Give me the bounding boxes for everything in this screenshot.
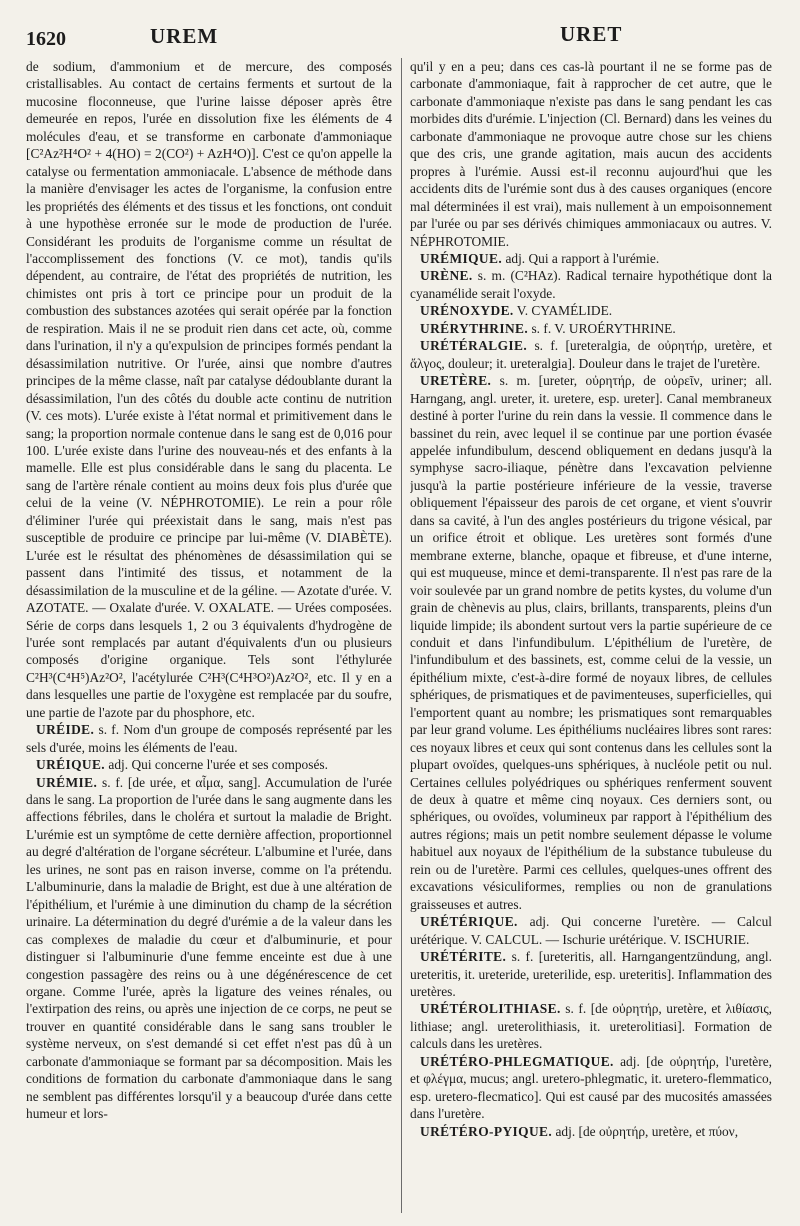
entry-text: s. f. [de οὐρητήρ, uretère, et λιθίασις, lithiase; angl. ureterolithiasis, it. ureterolitiasi]. Formation de calculs dans les uretères. <box>410 1001 772 1052</box>
dictionary-entry <box>410 337 772 372</box>
dictionary-entry <box>410 267 772 302</box>
entry-headword: URÉTÉRITE. <box>420 949 507 965</box>
dictionary-entry <box>410 320 772 337</box>
page-header <box>0 22 800 54</box>
dictionary-entry <box>26 756 392 773</box>
entry-headword: URÉIQUE. <box>36 757 106 773</box>
entry-text: V. CYAMÉLIDE. <box>513 303 613 319</box>
dictionary-entry <box>410 1053 772 1123</box>
running-head-left: UREM <box>150 24 219 48</box>
entry-headword: URÉRYTHRINE. <box>420 320 529 336</box>
entry-text: adj. Qui a rapport à l'urémie. <box>502 250 660 266</box>
entry-text: adj. [de οὐρητήρ, uretère, et πύον, <box>552 1123 739 1139</box>
column-divider <box>401 58 402 1213</box>
entry-headword: URÉTÉRO-PYIQUE. <box>420 1123 553 1139</box>
dictionary-entry <box>26 721 392 756</box>
dictionary-entry <box>410 58 772 250</box>
right-column <box>410 58 772 1218</box>
dictionary-entry <box>410 1000 772 1052</box>
entry-text: s. f. [de urée, et αἷμα, sang]. Accumulation de l'urée dans le sang. La proportion de l'urée dans le sang augmente dans les affections fébriles, dans le choléra et surtout la maladie de Bright. L'urémie est un symptôme de cette dernière affection, proportionnel au degré d'altération de l'organe sécréteur. L'albumine et l'urée, dans les urines, ne sont pas en raison inverse, comme on l'a prétendu. L'albuminurie, dans la maladie de Bright, est due à une altération de l'épithélium, et l'urémie à une diminution du champ de la sécrétion urinaire. La détermination du degré d'urémie a de la valeur dans les cas complexes de maladie du cœur et d'albuminurie, et pour distinguer si l'albuminurie d'une femme enceinte est due à une congestion passagère des reins ou à une dégénérescence de cet organe. Comme l'urée, après la ligature des veines rénales, ou l'extirpation des reins, ou après une injection de ce corps, ne peut se trouver en quantité considérable dans le sang sans troubler le système nerveux, on s'est demandé si cet effet n'est pas dû à un carbonate d'ammoniaque se formant par sa décomposition. Mais les conditions de formation du carbonate d'ammoniaque dans le sang ne semblent pas différentes lorsqu'il y a beaucoup d'urée dans cette humeur et lors- <box>26 774 392 1122</box>
entry-text: adj. [de οὐρητήρ, l'uretère, et φλέγμα, mucus; angl. uretero-phlegmatic, it. uretero-flemmatico, esp. uretero-flecmatico]. Qui est causé par des mucosités amassées dans l'uretère. <box>410 1053 772 1122</box>
entry-text: s. f. [ureteralgia, de οὐρητήρ, uretère, et ἄλγος, douleur; it. ureteralgia]. Douleur dans le trajet de l'uretère. <box>410 338 772 371</box>
entry-text: s. m. (C²HAz). Radical ternaire hypothétique dont la cyanamélide serait l'oxyde. <box>410 268 772 301</box>
dictionary-entry <box>26 774 392 1123</box>
entry-headword: URÉIDE. <box>36 722 95 738</box>
entry-text: s. m. [ureter, οὐρητήρ, de οὐρεῖν, uriner; all. Harngang, angl. ureter, it. uretere, esp. ureter]. Canal membraneux destiné à porter l'urine du rein dans la vessie. Il commence dans le bassinet du rein, avec lequel il se continue par une portion évasée appelée infundibulum, descend obliquement en dedans jusqu'à la symphyse sacro-iliaque, pénètre dans l'excavation pelvienne jusqu'à la partie postérieure inférieure de la vessie, traverse obliquement l'épaisseur des parois de cet organe, et vient s'ouvrir dans sa cavité, à l'un des angles postérieurs du trigone vésical, par un orifice étroit et oblique. Les uretères sont formés d'une membrane externe, blanche, opaque et fibreuse, et d'une interne, qui est muqueuse, mince et demi-transparente. Il n'est pas rare de la voir soulevée par un grand nombre de petits kystes, du volume d'un grain de chènevis au plus, clairs, brillants, transparents, pleins d'un liquide limpide; ils abondent surtout vers la partie supérieure de ce conduit et dans l'infundibulum. L'épithélium de l'uretère, de l'infundibulum et des bassinets, est, comme celui de la vessie, un épithélium mixte, c'est-à-dire formé de noyaux libres, de cellules sphériques, de prismatiques et de pavimenteuses, superficielles, qui l'emportent quant au nombre; les prismatiques sont remarquables par leur grand volume. Les épithéliums nucléaires libres sont rares: ces noyaux libres et ceux qui sont contenus dans les cellules sont la plupart ovoïdes, quelques-uns sphériques, à nucléole petit ou nul. Certaines cellules polyédriques ou sphériques renferment souvent de deux à quatre et même cinq noyaux. Ces derniers sont, ou sphériques, ou ovoïdes, volumineux par rapport à l'épithélium des autres régions; mais un petit nombre seulement dépasse le volume habituel aux noyaux de l'épithélium de la substance tubuleuse du rein ou de l'uretère. Parmi ces cellules, quelques-unes offrent des excavations vésiculiformes, remplies ou non de granulations graisseuses et autres. <box>410 373 772 912</box>
entry-text: adj. Qui concerne l'urée et ses composés. <box>105 757 328 773</box>
dictionary-entry <box>410 250 772 267</box>
entry-headword: URÈNE. <box>420 268 473 284</box>
entry-text: s. f. V. UROÉRYTHRINE. <box>528 320 676 336</box>
dictionary-entry <box>26 58 392 721</box>
dictionary-entry <box>410 302 772 319</box>
entry-headword: URÉTÉRO-PHLEGMATIQUE. <box>420 1053 614 1069</box>
entry-headword: URETÈRE. <box>420 373 492 389</box>
entry-headword: URÉTÉRIQUE. <box>420 914 518 930</box>
entry-text: s. f. Nom d'un groupe de composés représenté par les sels d'urée, moins les éléments de l'eau. <box>26 722 392 755</box>
entry-text: qu'il y en a peu; dans ces cas-là pourtant il ne se forme pas de carbonate d'ammoniaque, fait à rapprocher de cet autre, que le carbonate d'ammoniaque n'existe pas dans le sang pendant les cas morbides dits d'urémie. L'injection (Cl. Bernard) dans les veines du carbonate d'ammoniaque ne provoque autre chose sur les chiens que des cris, une grande agitation, mais aucun des accidents propres à l'urémie. Aussi est-il reconnu aujourd'hui que les accidents dits de l'urémie sont dus à des causes organiques (encore mal déterminées il est vrai), mais nullement à un empoisonnement par l'urée ou par ses dérivés chimiques ammoniacaux ou autres. V. NÉPHROTOMIE. <box>410 59 772 249</box>
entry-headword: URÉNOXYDE. <box>420 303 514 319</box>
entry-headword: URÉTÉROLITHIASE. <box>420 1001 561 1017</box>
dictionary-entry <box>410 913 772 948</box>
entry-text: de sodium, d'ammonium et de mercure, des composés cristallisables. Au contact de certains ferments et surtout de la mucosine floconneuse, que l'urine laisse déposer après être demeurée en repos, l'urée en dissolution fixe les éléments de 4 molécules d'eau, et se transforme en carbonate d'ammoniaque [C²Az²H⁴O² + 4(HO) = 2(CO²) + AzH⁴O)]. C'est ce qu'on appelle la catalyse ou fermentation ammoniacale. L'absence de méthode dans la manière d'envisager les actes de l'organisme, la confusion entre les propriétés des éléments et des tissus et les fonctions, ont conduit à une hypothèse erronée sur le mode de production de l'urée. Considérant les produits de l'organisme comme un résultat de l'accomplissement des fonctions (V. ce mot), tandis qu'ils dépendent, au contraire, de l'état des propriétés de nutrition, les chimistes ont pris à tort ce principe pour un produit de la combustion des substances azotées qui serait opérée par la fonction de respiration. Mais il ne se produit rien dans cet acte, où, comme dans l'urination, il n'y a qu'expulsion de principes formés pendant la désassimilation nutritive. Or l'urée, ainsi que nombre d'autres principes de la même classe, naît par catalyse dédoublante durant la désassimilation, l'un des côtés du double acte continu de nutrition (V. ces mots). L'urée existe à l'état normal et primitivement dans le sang; la proportion normale contenue dans le sang est de 0,016 pour 100. L'urée existe dans l'urine des nouveau-nés et des enfants à la mamelle. Elle est plus considérable dans le sang du placenta. Le sang de l'artère rénale contient au moins deux fois plus d'urée que celui de la veine (V. NÉPHROTOMIE). Le rein a pour rôle d'éliminer l'urée qui préexistait dans le sang, mais n'est pas susceptible de produire ce principe par lui-même (V. DIABÈTE). L'urée est le résultat des phénomènes de désassimilation qui se passent dans l'intimité des tissus, et notamment de la désassimilation de la musculine et de la géline. — Azotate d'urée. V. AZOTATE. — Oxalate d'urée. V. OXALATE. — Urées composées. Série de corps dans lesquels 1, 2 ou 3 équivalents d'hydrogène de l'urée sont remplacés par autant d'équivalents d'un ou plusieurs composés d'origine organique. Tels sont l'éthylurée C²H³(C⁴H⁵)Az²O², l'acétylurée C²H³(C⁴H³O²)Az²O², etc. Il y en a dans lesquelles une partie de l'oxygène est remplacée par du soufre, une partie de l'azote par du phosphore, etc. <box>26 59 392 720</box>
left-column <box>26 58 392 1218</box>
entry-headword: URÉTÉRALGIE. <box>420 338 528 354</box>
entry-headword: URÉMIE. <box>36 774 98 790</box>
page-number: 1620 <box>26 28 66 50</box>
entry-text: adj. Qui concerne l'uretère. — Calcul urétérique. V. CALCUL. — Ischurie urétérique. V. ISCHURIE. <box>410 914 772 947</box>
dictionary-entry <box>410 948 772 1000</box>
running-head-right: URET <box>560 22 623 46</box>
dictionary-entry <box>410 1123 772 1140</box>
entry-headword: URÉMIQUE. <box>420 250 503 266</box>
entry-text: s. f. [ureteritis, all. Harngangentzündung, angl. ureteritis, it. ureteride, ureterilide, esp. ureteritis]. Inflammation des uretères. <box>410 949 772 1000</box>
dictionary-entry <box>410 372 772 913</box>
